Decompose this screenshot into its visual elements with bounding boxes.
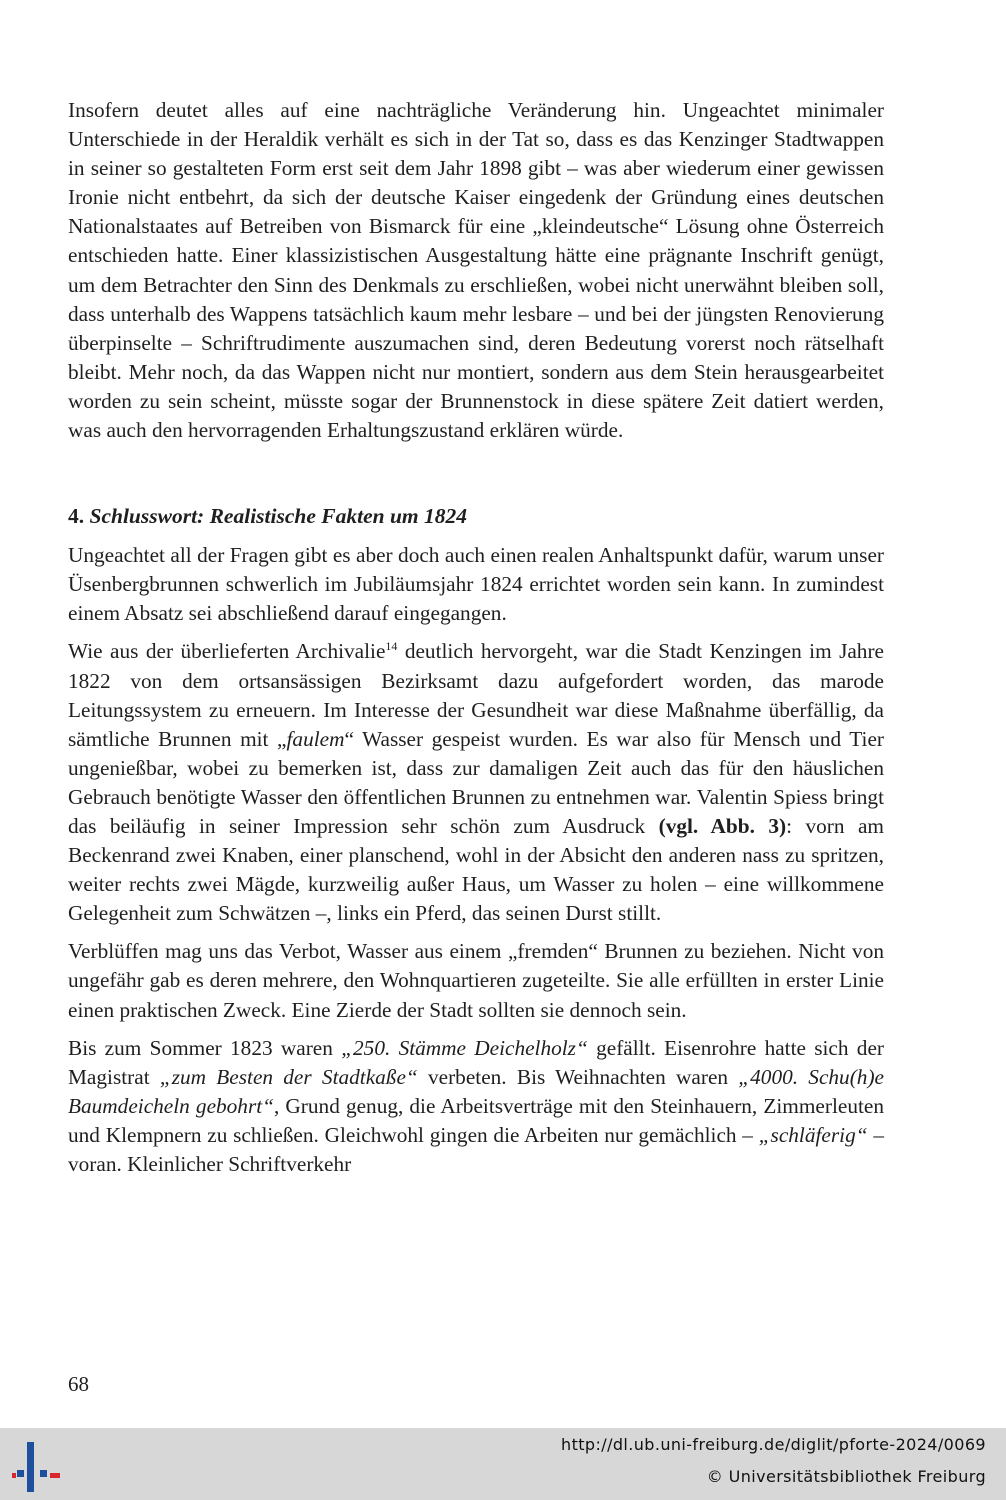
text-section-before [68, 96, 884, 445]
text-run: , Grund genug, die Arbeitsverträge mit den Steinhauern, Zimmerleuten und Klempnern zu schließen. Gleichwohl gingen die Arbeiten nur gemächlich – [68, 1093, 884, 1147]
text-run: Ungeachtet all der Fragen gibt es aber doch auch einen realen Anhaltspunkt dafür, warum unser Üsenbergbrunnen schwerlich im Jubiläumsjahr 1824 errichtet worden sein kann. In zumindest einem Absatz sei abschließend darauf eingegangen. [68, 543, 884, 626]
text-run: „250. Stämme Deichelholz“ [341, 1035, 588, 1060]
page-number: 68 [68, 1372, 89, 1396]
text-run: Bis zum Sommer 1823 waren [68, 1035, 342, 1060]
footer-bar [0, 1428, 1006, 1500]
text-run: „4000. Schu(h)e Baumdeicheln gebohrt“ [68, 1064, 884, 1118]
text-run: deutlich hervorgeht, war die Stadt Kenzingen im Jahre 1822 von dem ortsansässigen Bezirksamt dazu aufgefordert worden, das marode Leitungssystem zu erneuern. Im Interesse der Gesundheit war diese Maßnahme überfällig, da sämtliche Brunnen mit „ [68, 639, 884, 751]
text-run: „schläferig“ [758, 1122, 868, 1147]
text-run: „zum Besten der Stadtkaße“ [159, 1064, 418, 1089]
section-heading [68, 502, 884, 531]
section-heading-title: Schlusswort: Realistische Fakten um 1824 [89, 504, 468, 529]
section-heading-number: 4. [68, 504, 85, 529]
text-run: : vorn am Beckenrand zwei Knaben, einer planschend, wohl in der Absicht den anderen nass zu spritzen, weiter rechts zwei Mägde, kurzweilig außer Haus, um Wasser zu holen – eine willkommene Gelegenheit zum Schwätzen –, links ein Pferd, das seinen Durst stillt. [68, 813, 884, 926]
text-run: “ Wasser gespeist wurden. Es war also für Mensch und Tier ungenießbar, wobei zu bemerken ist, dass zur damaligen Zeit auch das für den häuslichen Gebrauch benötigte Wasser den öffentlichen Brunnen zu entnehmen war. Valentin Spiess bringt das beiläufig in seiner Impression sehr schön zum Ausdruck [68, 726, 885, 838]
text-run: Insofern deutet alles auf eine nachträgliche Veränderung hin. Ungeachtet minimaler Unterschiede in der Heraldik verhält es sich in der Tat so, dass es das Kenzinger Stadtwappen in seiner so gestalteten Form erst seit dem Jahr 1898 gibt – was aber wiederum einer gewissen Ironie nicht entbehrt, da sich der deutsche Kaiser eingedenk der Gründung eines deutschen Nationalstaates auf Betreiben von Bismarck für eine „kleindeutsche“ Lösung ohne Österreich entschieden hatte. Einer klassizistischen Ausgestaltung hätte eine prägnante Inschrift genügt, um dem Betrachter den Sinn des Denkmals zu erschließen, wobei nicht unerwähnt bleiben soll, dass unterhalb des Wappens tatsächlich kaum mehr lesbare – und bei der jüngsten Renovierung überpinselte – Schriftrudimente auszumachen sind, deren Bedeutung vorerst noch rätselhaft bleibt. Mehr noch, da das Wappen nicht nur montiert, sondern aus dem Stein herausgearbeitet worden zu sein scheint, müsste sogar der Brunnenstock in diese spätere Zeit datiert werden, was auch den hervorragenden Erhaltungszustand erklären würde. [68, 98, 884, 443]
paragraph [68, 937, 884, 1024]
text-run: gefällt. Eisenrohre hatte sich der Magistrat [68, 1035, 884, 1089]
text-section-after [68, 541, 884, 1179]
paragraph [68, 96, 884, 445]
paragraph [68, 1034, 884, 1179]
text-run: Wie aus der überlieferten Archivalie [68, 639, 386, 664]
paragraph [68, 541, 884, 628]
text-run: Verblüffen mag uns das Verbot, Wasser aus einem „fremden“ Brunnen zu beziehen. Nicht von ungefähr gab es deren mehrere, den Wohnquartieren zugeteilte. Sie alle erfüllten in erster Linie einen praktischen Zweck. Eine Zierde der Stadt sollten sie dennoch sein. [68, 939, 884, 1022]
text-run: faulem [286, 726, 345, 751]
text-run: verbeten. Bis Weihnachten waren [417, 1064, 739, 1089]
footer-url-link[interactable]: http://dl.ub.uni-freiburg.de/diglit/pforte-2024/0069 [561, 1435, 986, 1454]
footer-copyright: © Universitätsbibliothek Freiburg [706, 1467, 986, 1486]
ub-freiburg-logo-icon [12, 1440, 64, 1494]
footnote-ref[interactable]: 14 [385, 639, 398, 654]
text-run: – voran. Kleinlicher Schriftverkehr [68, 1122, 884, 1176]
paragraph [68, 637, 884, 928]
page-body [68, 96, 884, 1179]
text-run: (vgl. Abb. 3) [658, 813, 787, 838]
